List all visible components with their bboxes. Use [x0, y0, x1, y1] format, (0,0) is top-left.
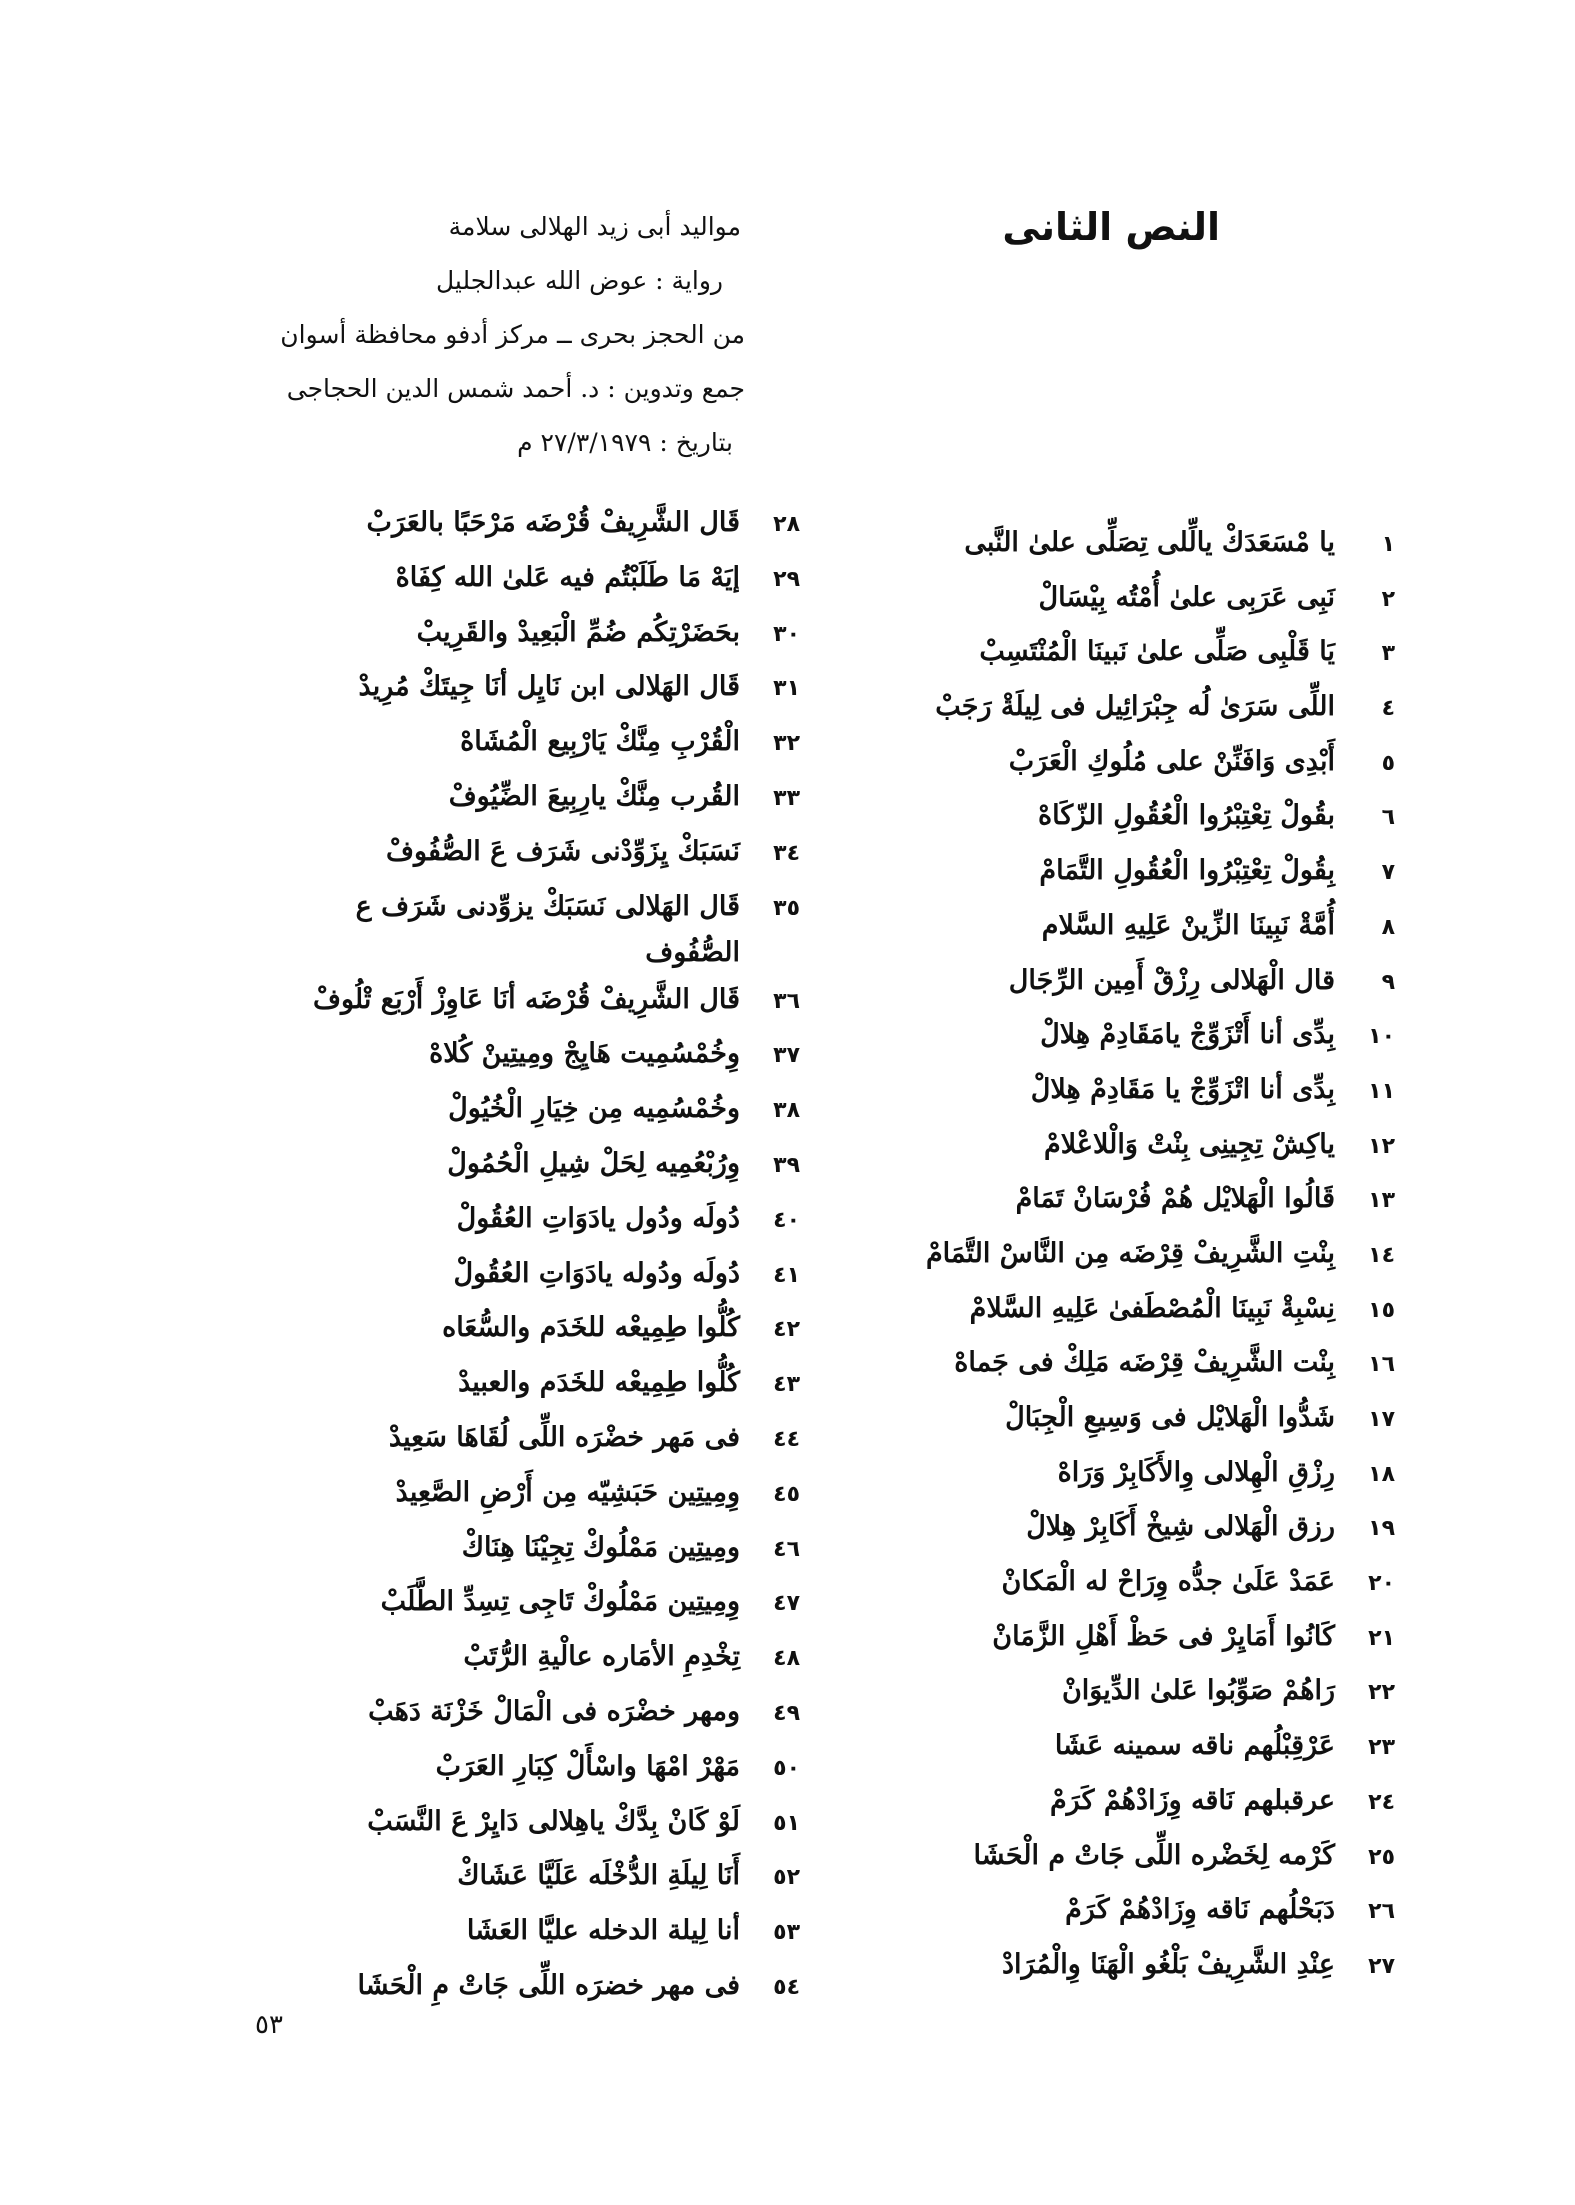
- verse-number: ٢٠: [1368, 1571, 1395, 1597]
- header-line-location: من الحجز بحرى ــ مركز أدفو محافظة أسوان: [280, 320, 745, 349]
- header-line-narrator: رواية : عوض الله عبدالجليل: [436, 266, 723, 295]
- verse-line: [280, 884, 800, 977]
- verse-line: [280, 610, 800, 665]
- verse-line: [875, 1286, 1395, 1341]
- verse-line: [280, 1963, 800, 2018]
- verse-text: وِمِيتِين مَمْلُوكْ تَاجِى تِسِدِّ الطَّلَبْ: [380, 1586, 740, 1618]
- verse-number: ٥١: [773, 1810, 800, 1836]
- verse-number: ٣٤: [773, 840, 800, 866]
- verse-line: [875, 793, 1395, 848]
- verse-text: أُمَّةْ نَبِينَا الزِّينْ عَلِيهِ السَّلام: [1041, 909, 1335, 941]
- verse-number: ٤٢: [773, 1317, 800, 1343]
- verse-number: ٢٢: [1368, 1680, 1395, 1706]
- verse-number: ٣٠: [773, 621, 800, 647]
- verse-text: دُولَه ودُوله يادَوَاتِ العُقُولْ: [453, 1257, 740, 1289]
- verse-number: ١٩: [1368, 1516, 1395, 1542]
- verse-line: [875, 903, 1395, 958]
- verse-number: ٥٢: [773, 1865, 800, 1891]
- verse-number: ٤: [1381, 696, 1395, 722]
- verse-text: ومهر خضْرَه فى الْمَالْ خَزْنَة دَهَبْ: [368, 1695, 740, 1727]
- verse-text: قَال الهَلالى نَسَبَكْ يزوِّدنى شَرَف ع الصُّفُوف: [355, 890, 740, 968]
- verse-text: أَبْدِى وَافَنِّنْ على مُلُوكِ الْعَرَبْ: [1008, 745, 1335, 777]
- verse-number: ٢١: [1368, 1625, 1395, 1651]
- verse-line: [280, 829, 800, 884]
- verse-line: [875, 629, 1395, 684]
- verse-line: [875, 684, 1395, 739]
- verse-line: [280, 1525, 800, 1580]
- verse-text: قَال الشَّرِيفْ قُرْضَه أنَا عَاوِزْ أَرْبَع تْلُوفْ: [312, 983, 740, 1015]
- verse-text: يا مْسَعَدَكْ يالِّلى تِصَلِّى علىٰ النَّبى: [964, 527, 1335, 558]
- verse-text: مَهْرْ امْهَا واسْأَلْ كِبَارِ العَرَبْ: [435, 1750, 740, 1782]
- verse-line: [875, 739, 1395, 794]
- verse-line: [280, 664, 800, 719]
- verse-text: بِدِّى أنا أَتْزَوِّجْ يامَقَادِمْ هِلالْ: [1040, 1019, 1335, 1051]
- verse-number: ٩: [1381, 969, 1395, 995]
- verse-line: [875, 1176, 1395, 1231]
- verse-line: [875, 1122, 1395, 1177]
- verse-text: وِرُبْعُمِيه لِحَلْ شِيلِ الْحُمُولْ: [447, 1147, 740, 1179]
- verse-line: [280, 1360, 800, 1415]
- verse-line: [875, 1614, 1395, 1669]
- verse-line: [875, 1723, 1395, 1778]
- verse-number: ٢٩: [773, 566, 800, 592]
- verse-line: [875, 575, 1395, 630]
- verse-number: ٤٣: [773, 1372, 800, 1398]
- verse-number: ١٦: [1368, 1352, 1395, 1378]
- verse-number: ٦: [1381, 805, 1395, 831]
- verse-number: ١٤: [1368, 1242, 1395, 1268]
- verse-text: كَانُوا أَمَايِرْ فى حَظْ أَهْلِ الزَّمَانْ: [992, 1620, 1335, 1652]
- verse-line: [280, 555, 800, 610]
- verse-number: ٥٣: [773, 1920, 800, 1946]
- verse-text: دَبَحْلُهم نَاقه وِزَادْهُمْ كَرَمْ: [1065, 1894, 1335, 1926]
- verse-line: [875, 1668, 1395, 1723]
- verse-text: قَالُوا الْهَلايْل هُمْ فُرْسَانْ تَمَامْ: [1015, 1183, 1335, 1215]
- verse-column-left: [280, 500, 800, 2018]
- verse-line: [280, 1141, 800, 1196]
- verse-text: أَنَا لِيلَةِ الدُّخْلَه عَلَيَّا عَشَاكْ: [457, 1860, 740, 1892]
- verse-number: ٥٠: [773, 1755, 800, 1781]
- verse-text: رِزْقِ الْهِلالى وِالأَكَابِرْ وَرَاهْ: [1057, 1456, 1335, 1488]
- verse-line: [875, 848, 1395, 903]
- section-title: النص الثانى: [1002, 205, 1220, 249]
- verse-number: ٣٩: [773, 1152, 800, 1178]
- verse-text: رزق الْهَلالى شِيخْ أَكَابِرْ هِلالْ: [1026, 1511, 1335, 1543]
- verse-line: [280, 1853, 800, 1908]
- verse-line: [280, 977, 800, 1032]
- verse-text: وِخُمْسُمِيت هَايِجْ ومِيتِينْ كُلاهْ: [429, 1038, 740, 1070]
- verse-number: ٢٨: [773, 512, 800, 537]
- verse-text: ياكِشْ تِجِينِى بِنْتْ وَالْلاعْلامْ: [1044, 1128, 1335, 1160]
- verse-text: لَوْ كَانْ بِدَّكْ ياهِلالى دَايِرْ عَ النَّسَبْ: [367, 1805, 740, 1837]
- verse-line: [875, 1778, 1395, 1833]
- verse-text: قال الْهَلالى رِزْقْ أَمِين الرِّجَال: [1008, 964, 1335, 996]
- verse-number: ٤٩: [773, 1700, 800, 1726]
- verse-number: ٢: [1381, 586, 1395, 612]
- verse-line: [280, 1251, 800, 1306]
- verse-text: نَسَبَكْ يِزَوِّدْنى شَرَف عَ الصُّفُوفْ: [386, 835, 740, 867]
- verse-text: القُرب مِنَّكْ يارِبِيعَ الضِّيُوفْ: [448, 780, 740, 812]
- verse-number: ١٢: [1368, 1133, 1395, 1159]
- verse-text: دُولَه ودُول يادَوَاتِ العُقُولْ: [456, 1202, 740, 1234]
- verse-text: بِدِّى أنا اتْزَوِّجْ يا مَقَادِمْ هِلالْ: [1030, 1073, 1335, 1105]
- verse-text: اللِّى سَرَىٰ لُه جِبْرَائِيل فى لِيلَةْ رَجَبْ: [935, 691, 1335, 723]
- verse-text: ومِيتِين مَمْلُوكْ تِجِيْنَا هِنَاكْ: [461, 1531, 740, 1563]
- verse-line: [875, 1450, 1395, 1505]
- verse-line: [280, 1470, 800, 1525]
- verse-text: بِنْت الشَّرِيفْ قِرْضَه مَلِكْ فى جَماهْ: [954, 1347, 1335, 1379]
- verse-number: ٥: [1381, 750, 1395, 776]
- verse-line: [280, 1744, 800, 1799]
- verse-text: عَمَدْ عَلَىٰ جدُّه وِرَاحْ له الْمَكانْ: [1001, 1566, 1335, 1598]
- verse-line: [280, 500, 800, 555]
- header-line-collector: جمع وتدوين : د. أحمد شمس الدين الحجاجى: [286, 374, 745, 403]
- verse-line: [280, 1634, 800, 1689]
- verse-column-right: [875, 520, 1395, 1997]
- verse-number: ٢٦: [1368, 1899, 1395, 1925]
- verse-text: عرقبلهم نَاقه وِزَادْهُمْ كَرَمْ: [1049, 1784, 1335, 1816]
- verse-line: [875, 520, 1395, 575]
- verse-line: [280, 719, 800, 774]
- verse-text: كُلُّوا طِمِيعْه للخَدَم والسُّعَاه: [442, 1312, 740, 1344]
- verse-line: [280, 774, 800, 829]
- verse-text: قَال الشَّرِيفْ قُرْضَه مَرْحَبًا بالعَرَبْ: [366, 507, 740, 538]
- verse-text: كَرْمه لِخَضْره اللِّى جَاتْ م الْحَشَا: [973, 1839, 1335, 1871]
- verse-line: [875, 1559, 1395, 1614]
- verse-text: شَدُّوا الْهَلايْل فى وَسِيعِ الْجِبَالْ: [1005, 1402, 1335, 1433]
- verse-number: ٣١: [773, 676, 800, 702]
- verse-number: ٤٠: [773, 1207, 800, 1233]
- verse-line: [280, 1415, 800, 1470]
- verse-line: [875, 1833, 1395, 1888]
- verse-text: نَبِى عَرَبِى علىٰ أُمْتُه بِيْسَالْ: [1038, 581, 1335, 613]
- verse-number: ٣٣: [773, 785, 800, 811]
- verse-text: بِنْتِ الشَّرِيفْ قِرْضَه مِن النَّاسْ التَّمَامْ: [925, 1237, 1335, 1269]
- verse-text: قَال الهَلالى ابن نَايِل أنَا جِيتَكْ مُرِيدْ: [358, 671, 740, 703]
- verse-line: [875, 1395, 1395, 1450]
- verse-line: [280, 1031, 800, 1086]
- verse-number: ٤٧: [773, 1591, 800, 1617]
- verse-number: ١٠: [1368, 1024, 1395, 1050]
- verse-text: عِنْدِ الشَّرِيفْ بَلْغُو الْهَنَا وِالْمُرَادْ: [1002, 1948, 1335, 1980]
- verse-text: بِقُولْ تِعْتِبْرُوا الْعُقُولِ التَّمَامْ: [1039, 855, 1335, 887]
- verse-text: وِمِيتِين حَبَشِيّه مِن أَرْضِ الصَّعِيدْ: [395, 1476, 740, 1508]
- verse-line: [280, 1689, 800, 1744]
- header-line-date: بتاريخ : ٢٧/٣/١٩٧٩ م: [517, 428, 733, 457]
- verse-line: [280, 1908, 800, 1963]
- verse-number: ٤٥: [773, 1481, 800, 1507]
- verse-number: ٤١: [773, 1262, 800, 1288]
- verse-number: ١: [1381, 532, 1395, 557]
- page-number: ٥٣: [255, 2010, 283, 2040]
- verse-number: ٣٧: [773, 1043, 800, 1069]
- verse-text: بقُولْ تِعْتِبْرُوا الْعُقُولِ الزّكَاهْ: [1037, 800, 1335, 832]
- verse-text: أنا لِيلة الدخله عليَّا العَشَا: [466, 1915, 740, 1947]
- verse-number: ٣٢: [773, 731, 800, 757]
- verse-line: [280, 1799, 800, 1854]
- verse-number: ٤٤: [773, 1426, 800, 1452]
- verse-text: بحَضَرْتِكُم ضُمِّ الْبَعِيدْ والقَرِيبْ: [416, 616, 740, 648]
- verse-text: عَرْقِبْلُهم ناقه سمينه عَشَا: [1054, 1730, 1335, 1762]
- verse-text: تِخْدِمِ الأمَاره عالْيةِ الرُّتَبْ: [463, 1641, 740, 1673]
- verse-line: [875, 958, 1395, 1013]
- verse-text: نِسْبِةْ نَبِينَا الْمُصْطَفىٰ عَلِيهِ السَّلامْ: [969, 1292, 1335, 1324]
- verse-number: ٣٦: [773, 988, 800, 1014]
- verse-number: ٤٨: [773, 1646, 800, 1672]
- verse-number: ١٥: [1368, 1297, 1395, 1323]
- verse-line: [875, 1012, 1395, 1067]
- verse-number: ٣: [1381, 641, 1395, 667]
- verse-number: ١٧: [1368, 1407, 1395, 1432]
- verse-number: ٤٦: [773, 1536, 800, 1562]
- verse-line: [280, 1579, 800, 1634]
- verse-line: [280, 1086, 800, 1141]
- verse-number: ١٣: [1368, 1188, 1395, 1214]
- verse-line: [875, 1067, 1395, 1122]
- verse-number: ٧: [1381, 860, 1395, 886]
- verse-number: ٣٨: [773, 1098, 800, 1124]
- verse-text: وخُمْسُمِيه مِن خِيَارِ الْخُيُولْ: [448, 1093, 740, 1125]
- verse-line: [280, 1196, 800, 1251]
- verse-number: ٨: [1381, 914, 1395, 940]
- verse-line: [875, 1504, 1395, 1559]
- verse-line: [280, 1305, 800, 1360]
- verse-text: الْقُرْبِ مِنَّكْ يَارْبِيع الْمُشَاهْ: [460, 726, 740, 758]
- verse-line: [875, 1887, 1395, 1942]
- verse-text: إيَهْ مَا طَلَبْتُم فيه عَلىٰ الله كِفَاهْ: [395, 561, 740, 593]
- header-line-title: مواليد أبى زيد الهلالى سلامة: [448, 212, 741, 241]
- verse-line: [875, 1942, 1395, 1997]
- verse-number: ٢٤: [1368, 1789, 1395, 1815]
- verse-number: ٢٥: [1368, 1844, 1395, 1870]
- verse-number: ٢٣: [1368, 1735, 1395, 1761]
- source-header: [185, 200, 745, 470]
- verse-text: رَاهُمْ صَوِّبُوا عَلىٰ الدِّيوَانْ: [1061, 1675, 1335, 1707]
- verse-number: ١٨: [1368, 1461, 1395, 1487]
- verse-number: ٢٧: [1368, 1953, 1395, 1979]
- verse-text: كُلُّوا طِمِيعْه للخَدَم والعبيدْ: [458, 1367, 740, 1399]
- verse-number: ١١: [1368, 1078, 1395, 1104]
- verse-text: يَا قَلْبِى صَلِّى علىٰ نَبينَا الْمُنْتَسِبْ: [979, 636, 1335, 668]
- verse-number: ٣٥: [773, 895, 800, 921]
- verse-line: [875, 1340, 1395, 1395]
- verse-number: ٥٤: [773, 1974, 800, 2000]
- verse-line: [875, 1231, 1395, 1286]
- verse-text: فى مَهر خضْرَه اللِّى لُقَاهَا سَعِيدْ: [388, 1421, 740, 1453]
- verse-text: فى مهر خضرَه اللِّى جَاتْ مِ الْحَشَا: [357, 1969, 740, 2001]
